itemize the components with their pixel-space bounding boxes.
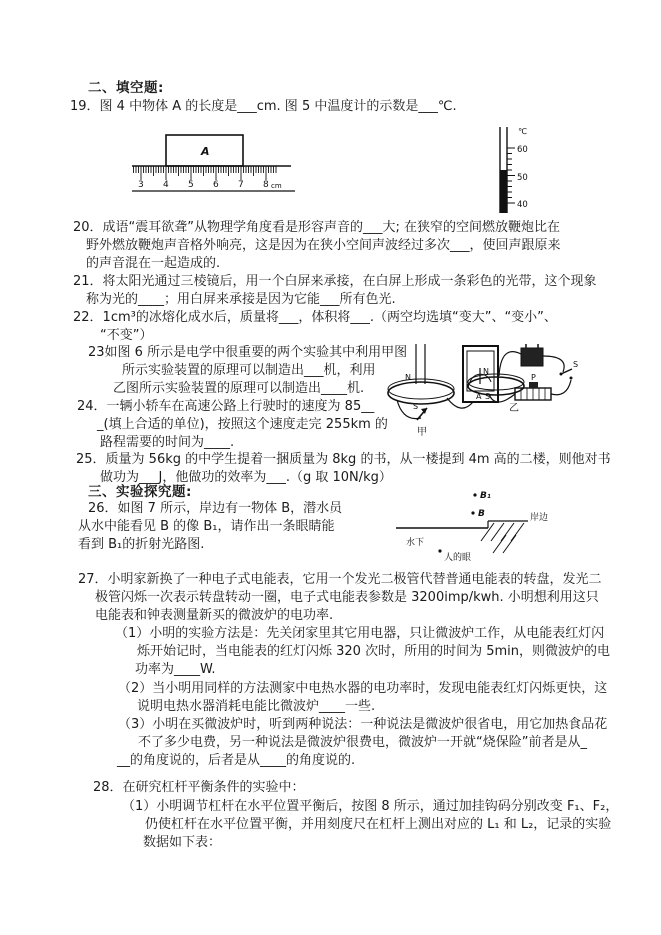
thermometer-40-label: 40 [517, 200, 528, 210]
question-27-sub3-line-1: （3）小明在买微波炉时，听到两种说法：一种说法是微波炉很省电，用它加热食品花 [118, 717, 608, 732]
ruler-number-6: 6 [213, 180, 219, 190]
question-28-sub1-line-3: 数据如下表： [143, 835, 222, 850]
yi-a-label: A [476, 392, 482, 401]
yi-caption: 乙 [509, 403, 519, 414]
yi-wire-2 [543, 356, 564, 372]
question-24-line-3: 路程需要的时间为____. [100, 435, 235, 450]
yi-n-pole-label: N [483, 367, 489, 376]
shore-label: 岸边 [530, 513, 549, 523]
question-25-line-1: 25．质量为 56kg 的中学生提着一捆质量为 8kg 的书，从一楼提到 4m 高的二楼，则他对书 [76, 452, 611, 467]
rheostat-p-label: P [531, 373, 536, 382]
jia-s-pole-label: S [413, 402, 419, 411]
figure-circuits [383, 336, 660, 441]
rheostat-slider [529, 382, 538, 388]
question-26-line-3: 看到 B₁的折射光路图. [78, 537, 205, 552]
question-28-sub1-line-2: 仍使杠杆在水平位置平衡，并用刻度尺在杠杆上测出对应的 L₁ 和 L₂，记录的实验 [145, 817, 612, 832]
yi-wire-3 [551, 380, 571, 395]
thermometer-50-label: 50 [517, 173, 528, 183]
question-24-line-1: 24．一辆小轿车在高速公路上行驶时的速度为 85__ [77, 399, 375, 414]
ruler-unit-label: cm [271, 182, 282, 190]
question-27-sub3-line-3: __的角度说的，后者是从____的角度说的. [117, 753, 356, 768]
ruler-ticks [134, 166, 277, 180]
ruler-number-5: 5 [188, 180, 194, 190]
question-27-sub2-line-1: （2）当小明用同样的方法测家中电热水器的电功率时，发现电能表红灯闪烁更快，这 [118, 681, 608, 696]
question-23-line-3: 乙图所示实验装置的原理可以制造出____机. [113, 381, 365, 396]
question-23-line-2: 所示实验装置的原理可以制造出___机，利用 [122, 363, 376, 378]
eye-point [438, 549, 441, 552]
point-b1 [473, 493, 476, 496]
question-27-sub1-line-3: 功率为____W. [135, 662, 216, 677]
point-b [471, 511, 474, 514]
question-27-sub2-line-2: 说明电热水器消耗电能比微波炉____一些. [137, 699, 376, 714]
yi-wire-1 [499, 352, 521, 376]
section-heading-experiment: 三、实验探究题: [88, 484, 192, 500]
question-25-line-2: 做功为___J，他做功的效率为___.（g 取 10N/kg） [100, 470, 392, 485]
question-20-line-3: 的声音混在一起造成的. [86, 256, 221, 271]
switch-s-label: S [573, 360, 579, 369]
question-22-line-1: 22．1cm³的冰熔化成水后，质量将___，体积将___.（两空均选填“变大”、“变小”、 [73, 310, 557, 325]
section-heading-fill-in: 二、填空题: [88, 80, 164, 96]
question-27-sub1-line-1: （1）小明的实验方法是：先关闭家里其它用电器，只让微波炉工作，从电能表红灯闪 [115, 626, 605, 641]
jia-wire [447, 398, 473, 408]
ruler-number-4: 4 [163, 180, 169, 190]
circuit-jia [388, 344, 498, 438]
ruler-number-7: 7 [238, 180, 244, 190]
point-b1-label: B₁ [480, 491, 491, 501]
figure-refraction [388, 483, 593, 568]
question-27-sub1-line-2: 烁开始记时，当电能表的红灯闪烁 320 次时，所用的时间为 5min，则微波炉的电 [137, 644, 610, 659]
underwater-label: 水下 [406, 538, 425, 548]
question-28-sub1-line-1: （1）小明调节杠杆在水平位置平衡后，按图 8 所示，通过加挂钩码分别改变 F₁、F₂， [122, 799, 619, 814]
question-26-line-1: 26．如图 7 所示，岸边有一物体 B，潜水员 [88, 501, 343, 516]
question-28-line-1: 28．在研究杠杆平衡条件的实验中： [93, 780, 305, 795]
question-27-line-3: 电能表和钟表测量新买的微波炉的电功率. [95, 608, 334, 623]
thermometer-unit-label: ℃ [518, 127, 527, 136]
thermometer-ticks [507, 148, 515, 203]
thermometer-mercury [500, 170, 507, 213]
point-b-label: B [478, 509, 485, 519]
question-20-line-2: 野外燃放鞭炮声音格外响亮，这是因为在狭小空间声波经过多次___，使回声跟原来 [86, 238, 561, 253]
eye-label: 人的眼 [444, 553, 472, 563]
question-26-line-2: 从水中能看见 B 的像 B₁，请作出一条眼睛能 [78, 519, 335, 534]
object-a-label: A [201, 145, 210, 158]
question-21-line-1: 21．将太阳光通过三棱镜后，用一个白屏来承接，在白屏上形成一条彩色的光带，这个现象 [73, 274, 597, 289]
ruler-number-3: 3 [138, 180, 144, 190]
jia-n-pole-label: N [405, 373, 411, 382]
question-27-sub3-line-2: 不了多少电费，另一种说法是微波炉很费电，微波炉一开就“烧保险”前者是从_ [138, 735, 587, 750]
question-22-line-2: “不变”） [100, 328, 153, 343]
question-23-line-1: 23如图 6 所示是电学中很重要的两个实验其中利用甲图 [88, 345, 408, 360]
battery [521, 348, 543, 366]
figure-thermometer [492, 122, 544, 220]
question-27-line-1: 27．小明家新换了一种电子式电能表，它用一个发光二极管代替普通电能表的转盘，发光二 [78, 572, 602, 587]
figure-ruler [125, 126, 315, 204]
yi-s-pole-label: S [485, 392, 491, 401]
ruler-number-8: 8 [263, 180, 269, 190]
question-21-line-2: 称为光的____；用白屏来承接是因为它能___所有色光. [86, 292, 396, 307]
thermometer-60-label: 60 [517, 145, 528, 155]
question-27-line-2: 极管闪烁一次表示转盘转动一圈，电子式电能表参数是 3200imp/kwh. 小明想利用这只 [95, 590, 599, 605]
question-19-line: 19．图 4 中物体 A 的长度是___cm. 图 5 中温度计的示数是___℃. [70, 99, 457, 114]
circuit-yi [468, 344, 578, 414]
question-24-line-2: _(填上合适的单位)，按照这个速度走完 255km 的 [97, 417, 388, 432]
jia-caption: 甲 [417, 427, 427, 438]
question-20-line-1: 20．成语“震耳欲聋”从物理学角度看是形容声音的___大; 在狭窄的空间燃放鞭炮比在 [73, 220, 561, 235]
